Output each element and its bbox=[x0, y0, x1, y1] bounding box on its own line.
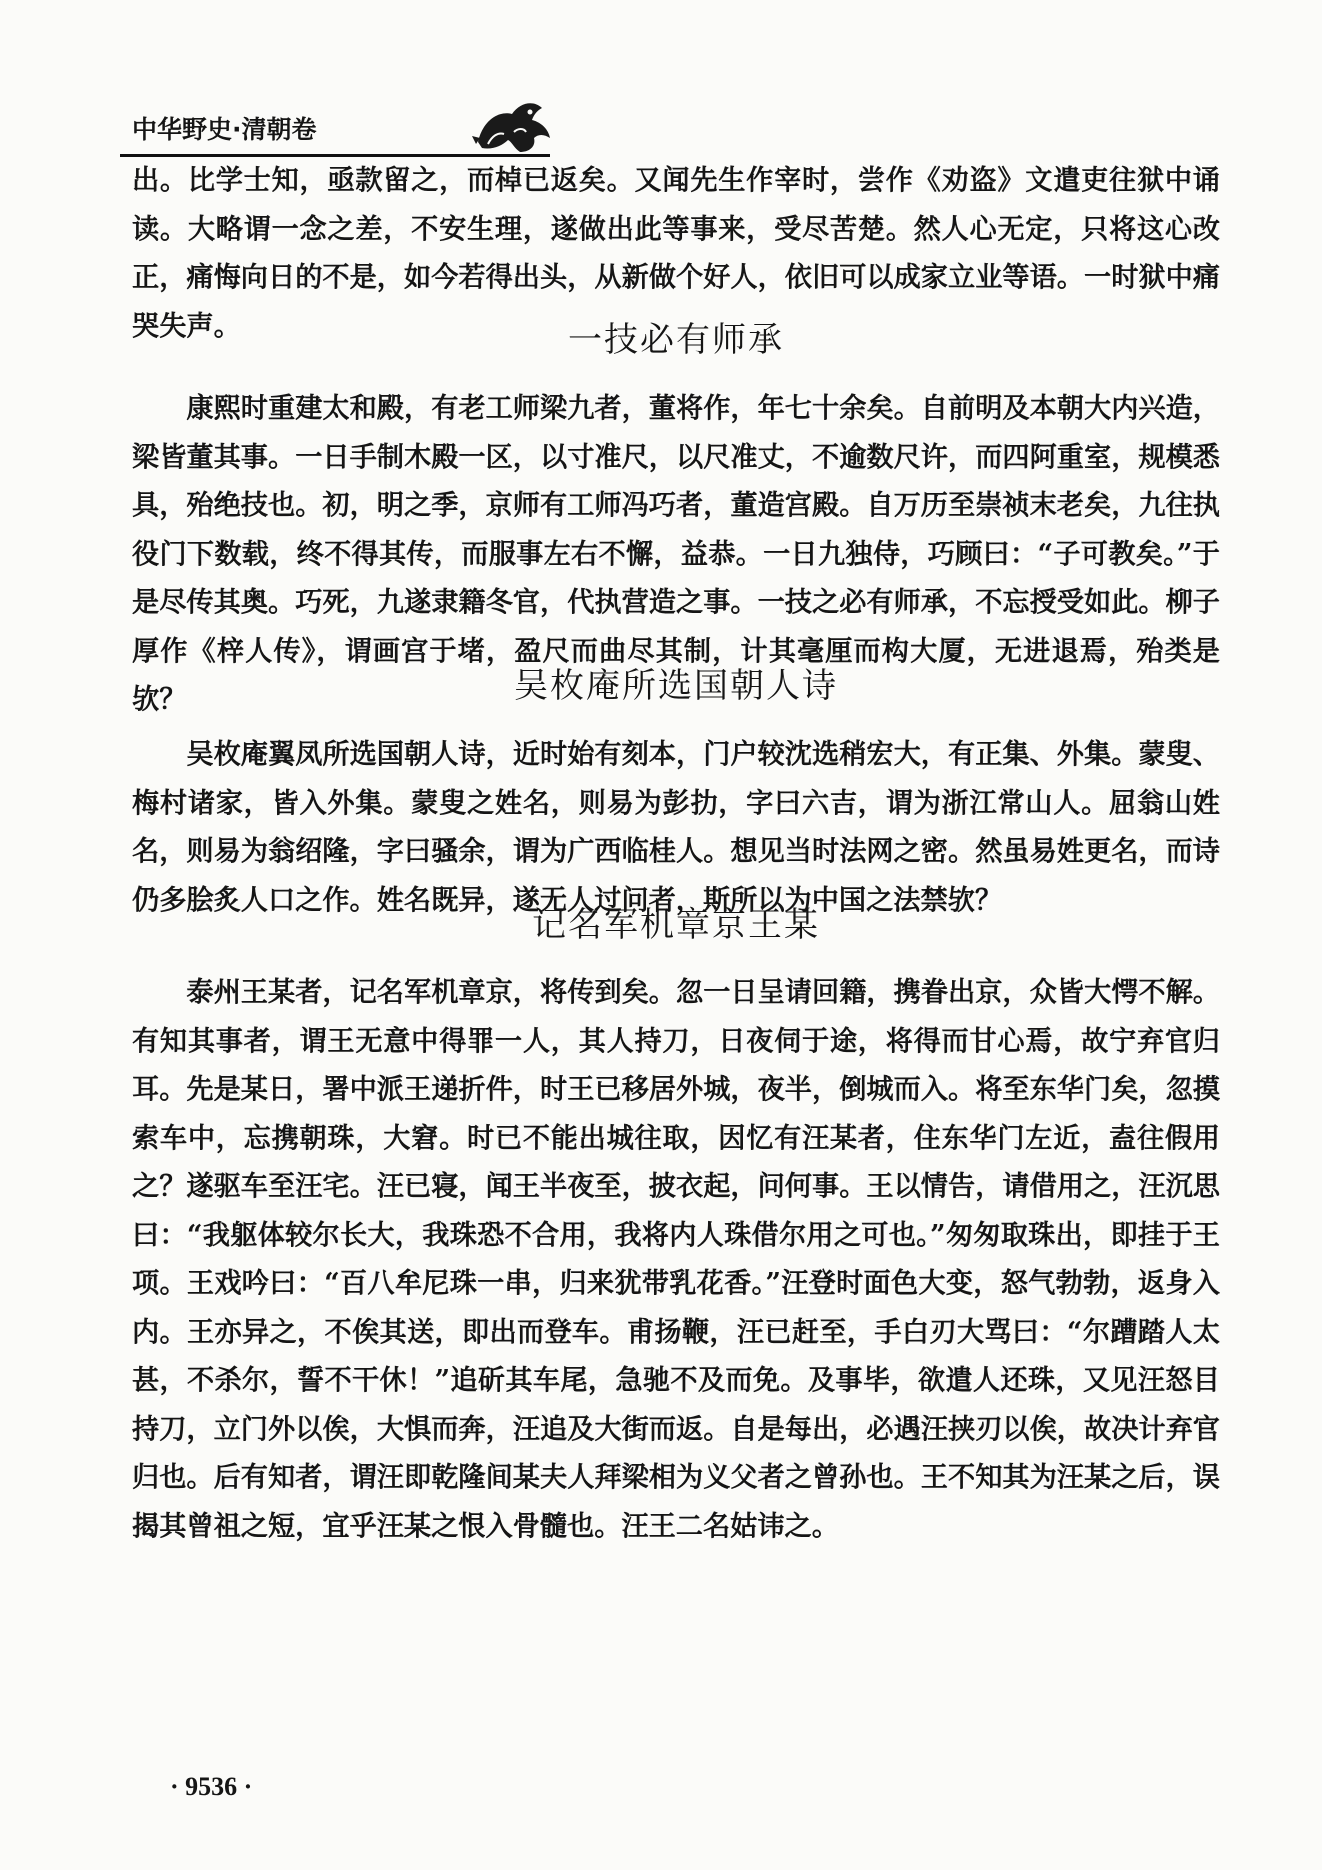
section-title: 一技必有师承 bbox=[568, 320, 784, 360]
section-body bbox=[132, 968, 1220, 1550]
running-head: 中华野史·清朝卷 bbox=[132, 115, 317, 144]
section-title: 吴枚庵所选国朝人诗 bbox=[514, 666, 838, 706]
paragraph: 泰州王某者，记名军机章京，将传到矣。忽一日呈请回籍，携眷出京，众皆大愕不解。有知其事者，谓王无意中得罪一人，其人持刀，日夜伺于途，将得而甘心焉，故宁弃官归耳。先是某日，署中派王递折件，时王已移居外城，夜半，倒城而入。将至东华门矣，忽摸索车中，忘携朝珠，大窘。时已不能出城往取，因忆有汪某者，住东华门左近，盍往假用之？遂驱车至汪宅。汪已寝，闻王半夜至，披衣起，问何事。王以情告，请借用之，汪沉思曰：“我躯体较尔长大，我珠恐不合用，我将内人珠借尔用之可也。”匆匆取珠出，即挂于王项。王戏吟曰：“百八牟尼珠一串，归来犹带乳花香。”汪登时面色大变，怒气勃勃，返身入内。王亦异之，不俟其送，即出而登车。甫扬鞭，汪已赶至，手白刃大骂曰：“尔蹧踏人太甚，不杀尔，誓不干休！”追斫其车尾，急驰不及而免。及事毕，欲遣人还珠，又见汪怒目持刀，立门外以俟，大惧而奔，汪追及大街而返。自是每出，必遇汪挟刃以俟，故决计弃官归也。后有知者，谓汪即乾隆间某夫人拜梁相为义父者之曾孙也。王不知其为汪某之后，误揭其曾祖之短，宜乎汪某之恨入骨髓也。汪王二名姑讳之。 bbox=[132, 976, 1220, 1542]
paragraph: 康熙时重建太和殿，有老工师梁九者，董将作，年七十余矣。自前明及本朝大内兴造，梁皆董其事。一日手制木殿一区，以寸准尺，以尺准丈，不逾数尺许，而四阿重室，规模悉具，殆绝技也。初，明之季，京师有工师冯巧者，董造宫殿。自万历至崇祯末老矣，九往执役门下数载，终不得其传，而服事左右不懈，益恭。一日九独侍，巧顾曰：“子可教矣。”于是尽传其奥。巧死，九遂隶籍冬官，代执营造之事。一技之必有师承，不忘授受如此。柳子厚作《梓人传》，谓画宫于堵，盈尺而曲尽其制，计其毫厘而构大厦，无进退焉，殆类是欤？ bbox=[132, 392, 1220, 715]
page-number: · 9536 · bbox=[170, 1772, 253, 1801]
section-body bbox=[132, 730, 1220, 924]
dragon-emblem-icon bbox=[468, 92, 556, 158]
paragraph: 吴枚庵翼凤所选国朝人诗，近时始有刻本，门户较沈选稍宏大，有正集、外集。蒙叟、梅村诸家，皆入外集。蒙叟之姓名，则易为彭扐，字曰六吉，谓为浙江常山人。屈翁山姓名，则易为翁绍隆，字曰骚余，谓为广西临桂人。想见当时法网之密。然虽易姓更名，而诗仍多脍炙人口之作。姓名既异，遂无人过问者，斯所以为中国之法禁欤？ bbox=[132, 738, 1220, 916]
paragraph: 出。比学士知，亟款留之，而棹已返矣。又闻先生作宰时，尝作《劝盗》文遣吏往狱中诵读。大略谓一念之差，不安生理，遂做出此等事来，受尽苦楚。然人心无定，只将这心改正，痛悔向日的不是，如今若得出头，从新做个好人，依旧可以成家立业等语。一时狱中痛哭失声。 bbox=[132, 164, 1220, 342]
section-title: 记名军机章京王某 bbox=[532, 905, 820, 945]
